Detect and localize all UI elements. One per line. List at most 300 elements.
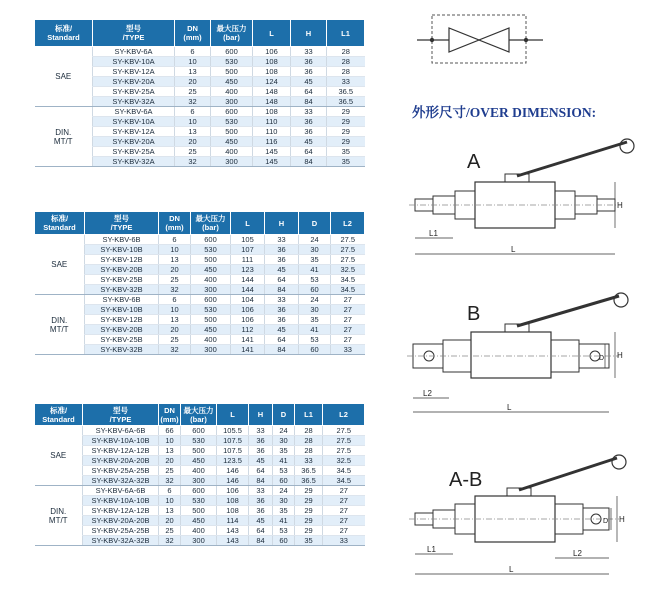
drawing-b-h: H	[617, 351, 623, 360]
standard-cell	[35, 426, 83, 486]
value-cell: 146	[217, 466, 249, 476]
value-cell: 36	[249, 496, 273, 506]
value-cell: 500	[181, 446, 217, 456]
type-cell: SY-KBV-12A-12B	[83, 506, 159, 516]
column-header	[299, 212, 331, 235]
value-cell: 60	[273, 536, 295, 546]
type-cell: SY-KBV-25A	[93, 87, 175, 97]
column-header	[35, 404, 83, 426]
value-cell: 33	[249, 486, 273, 496]
value-cell: 450	[191, 265, 231, 275]
type-cell: SY-KBV-6B	[85, 235, 159, 245]
value-cell: 27.5	[331, 245, 365, 255]
value-cell: 600	[191, 295, 231, 305]
value-cell: 25	[159, 526, 181, 536]
header-text: L1	[304, 410, 313, 419]
value-cell: 53	[273, 466, 295, 476]
value-cell: 107.5	[217, 446, 249, 456]
value-cell: 10	[159, 436, 181, 446]
type-cell: SY-KBV-20A-20B	[83, 516, 159, 526]
type-cell: SY-KBV-25B	[85, 275, 159, 285]
value-cell: 143	[217, 526, 249, 536]
header-text: Standard	[47, 33, 80, 42]
value-cell: 33	[331, 345, 365, 355]
value-cell: 45	[249, 516, 273, 526]
drawing-a-label: A	[467, 151, 481, 173]
value-cell: 110	[253, 127, 291, 137]
value-cell: 400	[211, 147, 253, 157]
type-cell: SY-KBV-10A-10B	[83, 436, 159, 446]
table-row	[35, 315, 365, 325]
value-cell: 25	[175, 147, 211, 157]
value-cell: 60	[299, 285, 331, 295]
value-cell: 28	[295, 436, 323, 446]
value-cell: 30	[273, 496, 295, 506]
value-cell: 84	[249, 536, 273, 546]
value-cell: 400	[191, 275, 231, 285]
value-cell: 400	[181, 526, 217, 536]
value-cell: 600	[211, 47, 253, 57]
value-cell: 124	[253, 77, 291, 87]
header-text: (bar)	[223, 33, 240, 42]
value-cell: 33	[249, 426, 273, 436]
header-text: (mm)	[160, 414, 179, 424]
value-cell: 600	[211, 107, 253, 117]
value-cell: 300	[191, 345, 231, 355]
value-cell: 29	[295, 506, 323, 516]
type-cell: SY-KBV-12A-12B	[83, 446, 159, 456]
value-cell: 143	[217, 536, 249, 546]
table-row	[35, 466, 365, 476]
value-cell: 45	[265, 265, 299, 275]
column-header	[273, 404, 295, 426]
header-text: 标准/	[49, 405, 68, 415]
drawing-ab-label: A-B	[449, 469, 483, 491]
value-cell: 27	[331, 325, 365, 335]
value-cell: 105.5	[217, 426, 249, 436]
value-cell: 45	[249, 456, 273, 466]
value-cell: 33	[323, 536, 365, 546]
table-row	[35, 275, 365, 285]
value-cell: 64	[265, 335, 299, 345]
value-cell: 36.5	[295, 466, 323, 476]
value-cell: 33	[295, 456, 323, 466]
type-cell: SY-KBV-25A-25B	[83, 526, 159, 536]
value-cell: 36	[265, 245, 299, 255]
table-row	[35, 295, 365, 305]
value-cell: 13	[175, 127, 211, 137]
drawing-ab-d: D	[603, 518, 609, 525]
column-header	[291, 20, 327, 47]
header-text: 标准/	[50, 214, 69, 223]
header-text: /TYPE	[109, 414, 132, 424]
table-row	[35, 536, 365, 546]
value-cell: 29	[327, 107, 365, 117]
value-cell: 600	[191, 235, 231, 245]
value-cell: 107.5	[217, 436, 249, 446]
type-cell: SY-KBV-10A	[93, 117, 175, 127]
standard-text: MT/T	[48, 515, 68, 525]
value-cell: 400	[211, 87, 253, 97]
standard-cell	[35, 107, 93, 167]
type-cell: SY-KBV-32A	[93, 97, 175, 107]
table-row	[35, 506, 365, 516]
value-cell: 145	[253, 147, 291, 157]
header-text: /TYPE	[122, 33, 145, 42]
drawing-a-l1: L1	[429, 229, 438, 238]
value-cell: 13	[175, 67, 211, 77]
value-cell: 33	[265, 295, 299, 305]
type-cell: SY-KBV-10A	[93, 57, 175, 67]
drawing-ab-l: L	[509, 565, 514, 574]
standard-text: SAE	[55, 72, 72, 81]
value-cell: 13	[159, 315, 191, 325]
header-text: 型号	[114, 214, 129, 223]
value-cell: 27.5	[323, 426, 365, 436]
header-text: L	[230, 410, 235, 419]
value-cell: 450	[181, 516, 217, 526]
type-cell: SY-KBV-32B	[85, 345, 159, 355]
header-text: /TYPE	[110, 223, 133, 232]
value-cell: 29	[295, 496, 323, 506]
table-row	[35, 47, 365, 57]
value-cell: 110	[253, 117, 291, 127]
value-cell: 27	[323, 486, 365, 496]
value-cell: 108	[253, 107, 291, 117]
value-cell: 34.5	[331, 285, 365, 295]
value-cell: 27	[331, 295, 365, 305]
value-cell: 106	[231, 305, 265, 315]
type-cell: SY-KBV-25B	[85, 335, 159, 345]
header-text: 最大压力	[216, 24, 247, 33]
value-cell: 530	[211, 57, 253, 67]
value-cell: 36	[291, 67, 327, 77]
value-cell: 530	[211, 117, 253, 127]
value-cell: 29	[327, 137, 365, 147]
standard-text: DIN.	[55, 127, 72, 137]
value-cell: 36	[291, 127, 327, 137]
value-cell: 6	[159, 295, 191, 305]
header-text: D	[311, 218, 318, 228]
value-cell: 41	[273, 516, 295, 526]
standard-cell	[35, 486, 83, 546]
type-cell: SY-KBV-12A	[93, 67, 175, 77]
value-cell: 34.5	[323, 466, 365, 476]
value-cell: 450	[211, 77, 253, 87]
value-cell: 28	[295, 446, 323, 456]
value-cell: 33	[327, 77, 365, 87]
value-cell: 27	[323, 496, 365, 506]
value-cell: 33	[291, 107, 327, 117]
value-cell: 34.5	[323, 476, 365, 486]
type-cell: SY-KBV-32A	[93, 157, 175, 167]
value-cell: 84	[291, 157, 327, 167]
standard-text: SAE	[50, 451, 67, 460]
value-cell: 27	[331, 315, 365, 325]
value-cell: 450	[191, 325, 231, 335]
standard-cell	[35, 235, 85, 295]
value-cell: 6	[175, 107, 211, 117]
value-cell: 13	[159, 506, 181, 516]
header-text: 最大压力	[195, 214, 226, 223]
type-cell: SY-KBV-10B	[85, 305, 159, 315]
value-cell: 108	[217, 506, 249, 516]
value-cell: 300	[191, 285, 231, 295]
value-cell: 108	[217, 496, 249, 506]
header-text: (mm)	[183, 33, 202, 42]
header-text: L2	[339, 410, 348, 419]
column-header	[217, 404, 249, 426]
header-text: (bar)	[202, 223, 219, 232]
value-cell: 500	[191, 255, 231, 265]
type-cell: SY-KBV-32A-32B	[83, 536, 159, 546]
type-cell: SY-KBV-20B	[85, 325, 159, 335]
value-cell: 144	[231, 285, 265, 295]
drawing-ab-h: H	[619, 515, 625, 524]
header-text: DN	[164, 405, 175, 415]
table-row	[35, 526, 365, 536]
value-cell: 500	[181, 506, 217, 516]
value-cell: 36	[249, 506, 273, 516]
header-text: L	[245, 218, 250, 228]
value-cell: 106	[231, 315, 265, 325]
value-cell: 35	[299, 255, 331, 265]
drawing-ab	[405, 446, 645, 586]
header-text: L2	[343, 218, 352, 228]
type-cell: SY-KBV-12B	[85, 315, 159, 325]
standard-text: SAE	[51, 260, 68, 269]
column-header	[327, 20, 365, 47]
value-cell: 24	[299, 235, 331, 245]
table-type-a	[34, 19, 365, 167]
value-cell: 105	[231, 235, 265, 245]
value-cell: 25	[159, 275, 191, 285]
table-row	[35, 235, 365, 245]
type-cell: SY-KBV-20A	[93, 137, 175, 147]
value-cell: 20	[175, 137, 211, 147]
table-row	[35, 476, 365, 486]
value-cell: 35	[273, 506, 295, 516]
table-row	[35, 486, 365, 496]
standard-text: MT/T	[53, 136, 73, 146]
value-cell: 36	[265, 255, 299, 265]
type-cell: SY-KBV-12B	[85, 255, 159, 265]
value-cell: 111	[231, 255, 265, 265]
header-text: 型号	[126, 24, 141, 33]
value-cell: 27	[323, 506, 365, 516]
value-cell: 300	[181, 476, 217, 486]
value-cell: 24	[273, 426, 295, 436]
table-row	[35, 245, 365, 255]
type-cell: SY-KBV-6A	[93, 47, 175, 57]
drawing-a-l: L	[511, 245, 516, 254]
value-cell: 64	[249, 526, 273, 536]
value-cell: 116	[253, 137, 291, 147]
value-cell: 84	[249, 476, 273, 486]
table-row	[35, 426, 365, 436]
type-cell: SY-KBV-6A-6B	[83, 426, 159, 436]
value-cell: 28	[327, 47, 365, 57]
standard-text: MT/T	[49, 324, 69, 334]
value-cell: 530	[181, 436, 217, 446]
value-cell: 24	[299, 295, 331, 305]
column-header	[35, 20, 93, 47]
header-text: H	[278, 218, 285, 228]
type-cell: SY-KBV-20A-20B	[83, 456, 159, 466]
table-type-ab	[34, 403, 365, 546]
value-cell: 36	[249, 436, 273, 446]
value-cell: 60	[299, 345, 331, 355]
value-cell: 27	[323, 526, 365, 536]
value-cell: 27.5	[331, 255, 365, 265]
table-row	[35, 335, 365, 345]
column-header	[231, 212, 265, 235]
type-cell: SY-KBV-6A-6B	[83, 486, 159, 496]
value-cell: 28	[327, 67, 365, 77]
value-cell: 36.5	[327, 87, 365, 97]
value-cell: 106	[253, 47, 291, 57]
value-cell: 64	[291, 147, 327, 157]
value-cell: 33	[265, 235, 299, 245]
header-text: 型号	[113, 405, 128, 415]
column-header	[85, 212, 159, 235]
column-header	[253, 20, 291, 47]
value-cell: 25	[159, 335, 191, 345]
value-cell: 114	[217, 516, 249, 526]
drawing-ab-l2: L2	[573, 549, 582, 558]
column-header	[265, 212, 299, 235]
valve-symbol-diagram	[415, 12, 545, 68]
value-cell: 36.5	[295, 476, 323, 486]
value-cell: 20	[159, 325, 191, 335]
value-cell: 33	[291, 47, 327, 57]
drawing-a	[405, 138, 645, 268]
type-cell: SY-KBV-32B	[85, 285, 159, 295]
value-cell: 141	[231, 345, 265, 355]
standard-text: DIN.	[50, 506, 67, 516]
standard-cell	[35, 295, 85, 355]
value-cell: 10	[159, 496, 181, 506]
value-cell: 35	[273, 446, 295, 456]
value-cell: 500	[211, 67, 253, 77]
value-cell: 300	[211, 97, 253, 107]
header-text: L1	[341, 28, 350, 38]
drawing-b-label: B	[467, 303, 481, 325]
value-cell: 32	[159, 285, 191, 295]
column-header	[159, 212, 191, 235]
value-cell: 27.5	[331, 235, 365, 245]
value-cell: 28	[295, 426, 323, 436]
value-cell: 27.5	[323, 446, 365, 456]
value-cell: 66	[159, 426, 181, 436]
column-header	[249, 404, 273, 426]
value-cell: 64	[291, 87, 327, 97]
type-cell: SY-KBV-12A	[93, 127, 175, 137]
column-header	[175, 20, 211, 47]
header-text: Standard	[42, 414, 75, 424]
value-cell: 108	[253, 67, 291, 77]
value-cell: 530	[191, 305, 231, 315]
value-cell: 20	[175, 77, 211, 87]
value-cell: 108	[253, 57, 291, 67]
value-cell: 530	[191, 245, 231, 255]
value-cell: 27	[331, 305, 365, 315]
table-row	[35, 107, 365, 117]
value-cell: 25	[159, 466, 181, 476]
header-text: L	[269, 28, 274, 38]
value-cell: 29	[295, 526, 323, 536]
value-cell: 10	[159, 245, 191, 255]
value-cell: 64	[249, 466, 273, 476]
column-header	[83, 404, 159, 426]
value-cell: 10	[159, 305, 191, 315]
drawing-b	[405, 290, 645, 420]
table-type-b	[34, 211, 365, 355]
value-cell: 20	[159, 265, 191, 275]
header-text: 标准/	[54, 24, 73, 33]
value-cell: 36	[265, 305, 299, 315]
type-cell: SY-KBV-32A-32B	[83, 476, 159, 486]
value-cell: 30	[299, 245, 331, 255]
value-cell: 32.5	[323, 456, 365, 466]
value-cell: 13	[159, 255, 191, 265]
header-text: H	[305, 28, 312, 38]
value-cell: 6	[159, 486, 181, 496]
value-cell: 10	[175, 57, 211, 67]
value-cell: 32.5	[331, 265, 365, 275]
value-cell: 41	[299, 325, 331, 335]
value-cell: 36	[265, 315, 299, 325]
value-cell: 450	[181, 456, 217, 466]
value-cell: 41	[273, 456, 295, 466]
value-cell: 32	[175, 97, 211, 107]
type-cell: SY-KBV-10A-10B	[83, 496, 159, 506]
value-cell: 6	[175, 47, 211, 57]
value-cell: 300	[211, 157, 253, 167]
drawing-b-l: L	[507, 403, 512, 412]
drawing-ab-l1: L1	[427, 545, 436, 554]
column-header	[181, 404, 217, 426]
value-cell: 148	[253, 97, 291, 107]
column-header	[191, 212, 231, 235]
value-cell: 27	[323, 516, 365, 526]
over-dimension-title: 外形尺寸/OVER DIMENSION:	[412, 105, 597, 120]
value-cell: 145	[253, 157, 291, 167]
table-row	[35, 516, 365, 526]
value-cell: 10	[175, 117, 211, 127]
value-cell: 400	[181, 466, 217, 476]
value-cell: 41	[299, 265, 331, 275]
value-cell: 25	[175, 87, 211, 97]
type-cell: SY-KBV-25A	[93, 147, 175, 157]
header-text: (bar)	[190, 414, 207, 424]
table-row	[35, 345, 365, 355]
value-cell: 20	[159, 456, 181, 466]
type-cell: SY-KBV-10B	[85, 245, 159, 255]
value-cell: 35	[295, 536, 323, 546]
value-cell: 107	[231, 245, 265, 255]
table-row	[35, 446, 365, 456]
header-text: Standard	[43, 223, 76, 232]
column-header	[93, 20, 175, 47]
column-header	[159, 404, 181, 426]
value-cell: 112	[231, 325, 265, 335]
value-cell: 148	[253, 87, 291, 97]
standard-cell	[35, 47, 93, 107]
type-cell: SY-KBV-6B	[85, 295, 159, 305]
drawing-b-l2: L2	[423, 389, 432, 398]
value-cell: 45	[291, 77, 327, 87]
